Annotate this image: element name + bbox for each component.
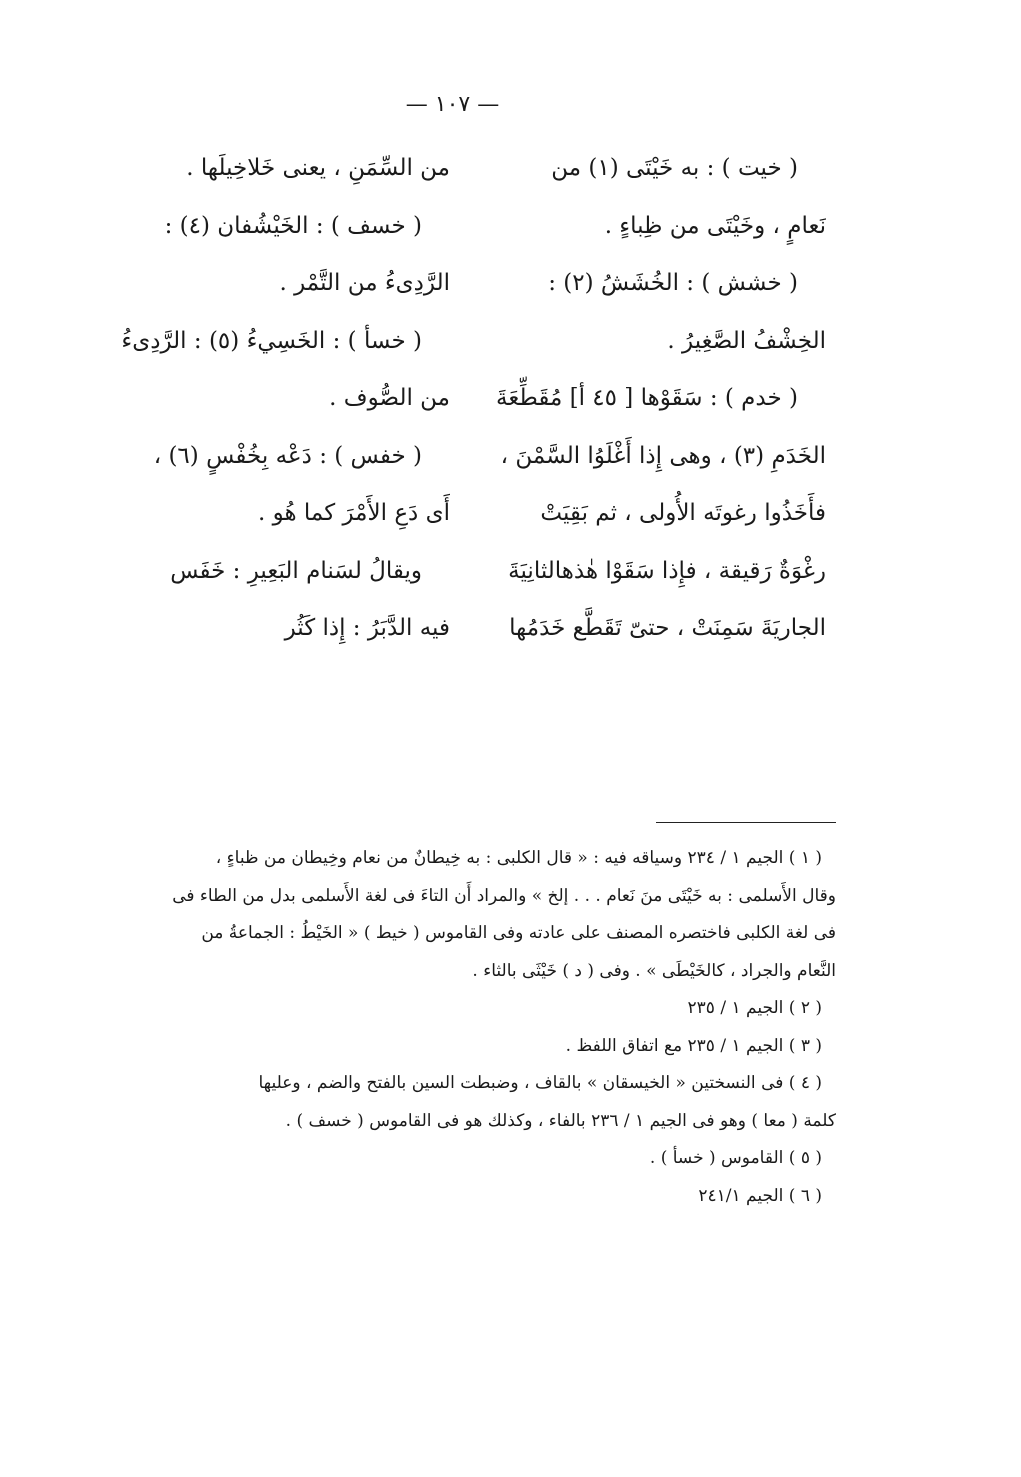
footnote-line: ( ٥ ) القاموس ( خسأ ) . bbox=[649, 1148, 822, 1168]
footnote-line: ( ٢ ) الجيم ١ / ٢٣٥ bbox=[687, 998, 822, 1018]
left-column-line: من الصُّوف . bbox=[329, 385, 450, 411]
footnote-line: فى لغة الكلبى فاختصره المصنف على عادته وفى القاموس ( خيط ) « الخَيْطُ : الجماعةُ من bbox=[201, 923, 836, 943]
footnote-line: وقال الأَسلمى : به خَيْتَى منَ نَعام . . . إلخ » والمراد أَن التاءَ فى لغة الأَسلمى بدل من الطاء فى bbox=[172, 885, 836, 906]
footnote-divider bbox=[656, 822, 836, 823]
footnote-line: ( ٣ ) الجيم ١ / ٢٣٥ مع اتفاق اللفظ . bbox=[565, 1035, 822, 1056]
left-column-line: الرَّدِىءُ من التَّمْر . bbox=[279, 270, 450, 296]
page-number: — ١٠٧ — bbox=[405, 92, 500, 117]
footnote-line: ( ١ ) الجيم ١ / ٢٣٤ وسياقه فيه : « قال الكلبى : به خِيطانٌ من نعام وخِيطان من ظباءٍ ، bbox=[215, 848, 822, 868]
left-column bbox=[85, 140, 450, 658]
right-column-line: رغْوَةٌ رَقيقة ، فإِذا سَقَوْا هٰذهالثانِيَةَ bbox=[508, 557, 826, 584]
left-column-line: من السِّمَنِ ، يعنى خَلاخِيلَها . bbox=[186, 155, 450, 181]
left-column-line: ( خسأ ) : الخَسِيءُ (٥) : الرَّدِىءُ bbox=[121, 327, 422, 354]
footnote-line: ( ٤ ) فى النسختين « الخيسقان » بالقاف ، وضبطت السين بالفتح والضم ، وعليها bbox=[258, 1073, 822, 1093]
left-column-line: فيه الدَّبَرُ : إِذا كَثُر bbox=[284, 615, 450, 641]
footnotes bbox=[81, 840, 836, 1215]
left-column-line: أَى دَعِ الأَمْرَ كما هُو . bbox=[257, 500, 450, 526]
right-column-line: الخَدَمِ (٣) ، وهى إِذا أَغْلَوُا السَّمْنَ ، bbox=[500, 442, 826, 469]
right-column bbox=[461, 140, 826, 658]
right-column-line: ( خشش ) : الخُشَشُ (٢) : bbox=[548, 270, 798, 296]
footnote-line: ( ٦ ) الجيم ٢٤١/١ bbox=[698, 1185, 822, 1206]
right-column-line: الجاريَةَ سَمِنَتْ ، حتىّ تَقَطَّع خَدَمُها bbox=[509, 615, 826, 641]
left-column-line: ويقالُ لسَنام البَعِيرِ : خَفَس bbox=[170, 557, 422, 584]
left-column-line: ( خسف ) : الخَيْشُفان (٤) : bbox=[164, 212, 422, 239]
footnote-line: كلمة ( معا ) وهو فى الجيم ١ / ٢٣٦ بالفاء ، وكذلك هو فى القاموس ( خسف ) . bbox=[285, 1110, 836, 1131]
footnote-line: النَّعام والجراد ، كالخَيْطَى » . وفى ( د ) خَيْثَى بالثاء . bbox=[472, 960, 836, 981]
left-column-line: ( خفس ) : دَعْه بِخُفْسٍ (٦) ، bbox=[153, 442, 422, 469]
right-column-line: الخِشْفُ الصَّغِيرُ . bbox=[667, 327, 826, 354]
right-column-line: ( خدم ) : سَقَوْها [ ٤٥ أ] مُقَطِّعَةَ bbox=[496, 385, 798, 411]
right-column-line: نَعامٍ ، وخَيْتَى من ظِباءٍ . bbox=[604, 212, 826, 239]
right-column-line: ( خيت ) : به خَيْتَى (١) من bbox=[551, 155, 798, 181]
right-column-line: فأَخَذُوا رغوتَه الأُولى ، ثم بَقِيَتْ bbox=[540, 500, 826, 526]
